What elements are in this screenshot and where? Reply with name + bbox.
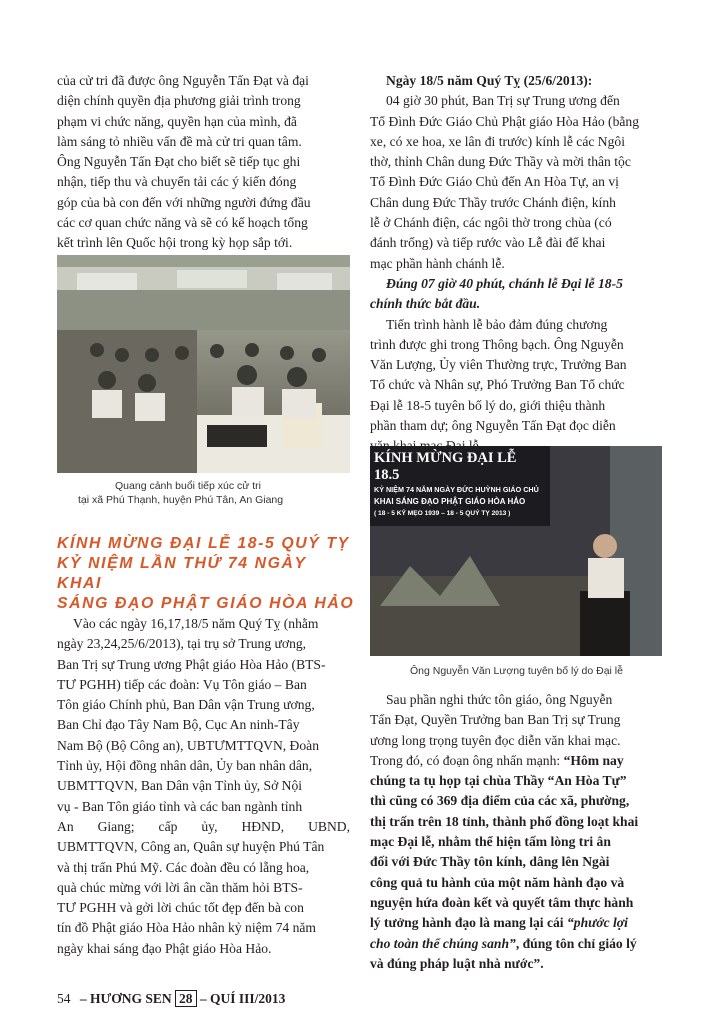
body-line: Tôn giáo Chính phủ, Ban Dân vận Trung ương, bbox=[57, 697, 315, 713]
body-line: thờ, thỉnh Chân dung Đức Thầy và mời thân tộc bbox=[370, 154, 631, 170]
banner-line-4: ( 18 - 5 KỶ MẸO 1939 – 18 - 5 QUÝ TỴ 2013 ) bbox=[374, 510, 511, 517]
body-line: lễ ở Chánh điện, các ngôi thờ trong chùa (có bbox=[370, 215, 612, 231]
intro-line: phạm vi chức năng, quyền hạn của mình, đã bbox=[57, 113, 297, 129]
heading-line: KÍNH MỪNG ĐẠI LỄ 18-5 QUÝ TỴ bbox=[57, 535, 350, 552]
intro-line: Ông Nguyễn Tấn Đạt cho biết sẽ tiếp tục ghi bbox=[57, 154, 301, 170]
right-column-top bbox=[370, 71, 664, 457]
caption-line: tại xã Phú Thạnh, huyện Phú Tân, An Giang bbox=[78, 494, 284, 506]
magazine-name: – HƯƠNG SEN bbox=[79, 991, 172, 1006]
emphasis-line: Đúng 07 giờ 40 phút, chánh lễ Đại lễ 18-5 bbox=[386, 275, 623, 291]
page-footer bbox=[57, 990, 285, 1007]
body-line: Đại lễ 18-5 tuyên bố lý do, giới thiệu thành bbox=[370, 397, 606, 413]
intro-paragraph bbox=[57, 71, 350, 254]
left-body-paragraph bbox=[57, 614, 350, 959]
quote-italic: “phước lợi bbox=[566, 915, 628, 931]
body-line: phần tham dự; ông Nguyễn Tấn Đạt đọc diễn bbox=[370, 418, 616, 434]
quote-line bbox=[370, 913, 664, 933]
body-line: tín đồ Phật giáo Hòa Hảo nhân kỷ niệm 74 năm bbox=[57, 920, 316, 936]
banner bbox=[374, 450, 544, 519]
intro-line: của cử tri đã được ông Nguyễn Tấn Đạt và đại bbox=[57, 73, 309, 88]
quote-line: thì cũng có 369 địa điểm của các xã, phường, bbox=[370, 793, 630, 809]
body-line: ngày khai sáng đạo Phật giáo Hòa Hảo. bbox=[57, 940, 272, 956]
body-line: vụ - Ban Tôn giáo tỉnh và các ban ngành tỉnh bbox=[57, 798, 303, 814]
body-line: Tổ chức và Nhân sự, Phó Trưởng Ban Tổ chức bbox=[370, 377, 625, 393]
body-line: An Giang; cấp ủy, HĐND, UBND, bbox=[57, 818, 350, 834]
body-line: UBMTTQVN, Ban Dân vận Tỉnh ủy, Sở Nội bbox=[57, 778, 303, 794]
body-line: ngày 23,24,25/6/2013), tại trụ sở Trung ương, bbox=[57, 636, 307, 652]
quote-text: lý tưởng hành đạo là mang lại cái bbox=[370, 915, 567, 931]
body-line: Tiến trình hành lễ bảo đảm đúng chương bbox=[386, 316, 608, 332]
body-text: Trong đó, có đoạn ông nhấn mạnh: bbox=[370, 752, 564, 768]
quote-start: “Hôm nay bbox=[563, 752, 624, 768]
quote-line: công quả tu hành của một năm hành đạo và bbox=[370, 874, 625, 890]
body-line: TƯ PGHH) tiếp các đoàn: Vụ Tôn giáo – Ban bbox=[57, 676, 307, 692]
body-line: Sau phần nghi thức tôn giáo, ông Nguyễn bbox=[386, 692, 613, 707]
body-line: trình được ghi trong Thông bạch. Ông Nguyễn bbox=[370, 336, 624, 352]
quote-line: đối với Đức Thầy tôn kính, dâng lên Ngài bbox=[370, 854, 610, 870]
quote-line: nguyện hứa đoàn kết và quyết tâm thực hành bbox=[370, 894, 634, 910]
section-heading bbox=[57, 534, 357, 614]
body-line: Ban Chỉ đạo Tây Nam Bộ, Cục An ninh-Tây bbox=[57, 717, 300, 733]
body-line: Nam Bộ (Bộ Công an), UBTƯMTTQVN, Đoàn bbox=[57, 737, 320, 753]
photo2-caption: Ông Nguyễn Văn Lượng tuyên bố lý do Đại lễ bbox=[410, 665, 623, 677]
body-line: UBMTTQVN, Công an, Quân sự huyện Phú Tân bbox=[57, 839, 325, 855]
heading-line: KỶ NIỆM LẦN THỨ 74 NGÀY KHAI bbox=[57, 555, 307, 592]
body-line: Tấn Đạt, Quyền Trưởng ban Ban Trị sự Trung bbox=[370, 712, 621, 728]
page-number: 54 bbox=[57, 991, 71, 1006]
body-line: và thị trấn Phú Mỹ. Các đoàn đều có lẵng hoa, bbox=[57, 859, 310, 875]
body-line: Tổ Đình Đức Giáo Chủ Phật giáo Hòa Hảo (bằng bbox=[370, 113, 639, 129]
issue-number: 28 bbox=[175, 990, 197, 1007]
intro-line: các cơ quan chức năng và sẽ có kế hoạch tổng bbox=[57, 215, 308, 231]
quote-line: và đúng pháp luật nhà nước”. bbox=[370, 955, 544, 971]
body-line: 04 giờ 30 phút, Ban Trị sự Trung ương đến bbox=[386, 93, 620, 109]
quote-line: thị trấn trên 18 tỉnh, thành phố đồng loạt khai bbox=[370, 813, 639, 829]
body-line: ương long trọng tuyên đọc diễn văn khai mạc. bbox=[370, 732, 621, 748]
body-line: Tổ Đình Đức Giáo Chủ đến An Hòa Tự, an vị bbox=[370, 174, 619, 190]
body-line: Văn Lượng, Ủy viên Thường trực, Trưởng Ban bbox=[370, 357, 627, 373]
quote-italic: cho toàn thể chúng sanh” bbox=[370, 935, 516, 951]
right-body-paragraph bbox=[370, 690, 664, 974]
body-line: TƯ PGHH và gởi lời chúc tốt đẹp đến bà con bbox=[57, 900, 304, 916]
emphasis-line: chính thức bắt đầu. bbox=[370, 296, 481, 312]
body-line: mạc phần hành chánh lễ. bbox=[370, 255, 505, 271]
banner-line-2: KỶ NIỆM 74 NĂM NGÀY ĐỨC HUỲNH GIÁO CHỦ bbox=[374, 485, 539, 494]
intro-line: kết trình lên Quốc hội trong kỳ họp sắp tới. bbox=[57, 235, 293, 251]
body-line: đánh trống) và tiếp rước vào Lễ đài để khai bbox=[370, 235, 606, 251]
photo-ceremony-speech bbox=[370, 446, 662, 656]
body-line: Chân dung Đức Thầy trước Chánh điện, kính bbox=[370, 194, 616, 210]
issue-period: – QUÍ III/2013 bbox=[199, 991, 286, 1006]
quote-line bbox=[370, 934, 664, 954]
caption-line: Quang cảnh buổi tiếp xúc cử tri bbox=[115, 480, 261, 492]
quote-text: , đúng tôn chỉ giáo lý bbox=[515, 935, 637, 951]
body-line: Tỉnh ủy, Hội đồng nhân dân, Ủy ban nhân dân, bbox=[57, 758, 313, 774]
intro-line: làm sáng tỏ nhiều vấn đề mà cử tri quan tâm. bbox=[57, 133, 302, 149]
photo-voter-meeting bbox=[57, 255, 350, 473]
intro-line: góp của bà con đến với những người đứng đầu bbox=[57, 194, 311, 210]
banner-line-3: KHAI SÁNG ĐẠO PHẬT GIÁO HÒA HẢO bbox=[374, 497, 526, 506]
body-line: Ban Trị sự Trung ương Phật giáo Hòa Hảo (BTS- bbox=[57, 656, 326, 672]
intro-line: diện chính quyền địa phương giải trình trong bbox=[57, 93, 301, 109]
body-line: quà chúc mừng với lời ân cần thăm hỏi BTS- bbox=[57, 879, 303, 895]
banner-line-1: KÍNH MỪNG ĐẠI LỄ 18.5 bbox=[374, 450, 517, 483]
date-heading: Ngày 18/5 năm Quý Tỵ (25/6/2013): bbox=[386, 73, 593, 88]
body-line: Vào các ngày 16,17,18/5 năm Quý Tỵ (nhằm bbox=[73, 616, 319, 631]
quote-line: chúng ta tụ họp tại chùa Thầy “An Hòa Tự” bbox=[370, 773, 627, 789]
quote-line: mạc Đại lễ, nhằm thể hiện tấm lòng tri ân bbox=[370, 834, 611, 850]
heading-line: SÁNG ĐẠO PHẬT GIÁO HÒA HẢO bbox=[57, 595, 355, 612]
body-line bbox=[370, 751, 664, 771]
photo1-caption bbox=[78, 479, 338, 507]
body-line: xe, có xe hoa, xe lân đi trước) kính lễ các Ngôi bbox=[370, 133, 625, 149]
intro-line: nhận, tiếp thu và chuyển tải các ý kiến đóng bbox=[57, 174, 297, 190]
